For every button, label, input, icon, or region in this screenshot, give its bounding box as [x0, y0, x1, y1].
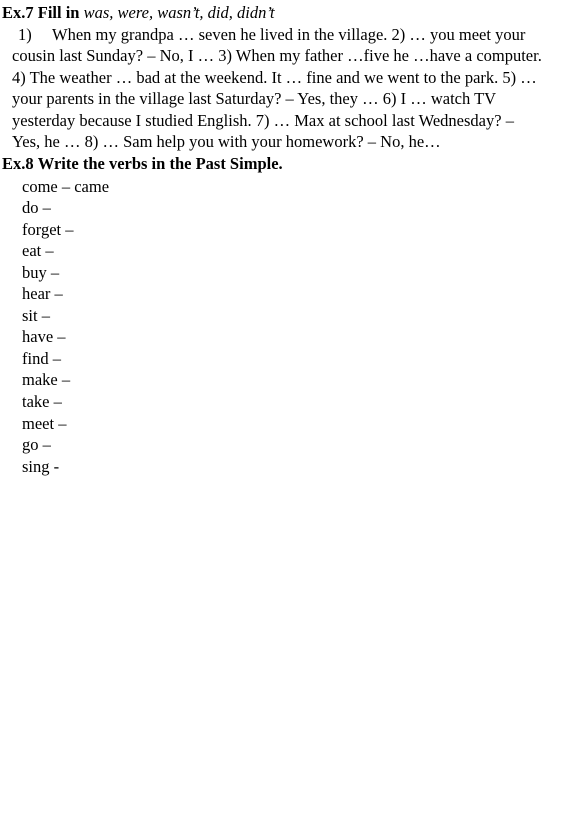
- exercise-7-line: 4) The weather … bad at the weekend. It … fine and we went to the park. 5) …: [12, 68, 537, 87]
- exercise-7-line: your parents in the village last Saturday? – Yes, they … 6) I … watch TV: [12, 89, 497, 108]
- exercise-7-line-text: When my grandpa … seven he lived in the village. 2) … you meet your: [52, 25, 526, 44]
- verb-item: hear –: [22, 284, 63, 303]
- verb-item: find –: [22, 349, 61, 368]
- exercise-8-heading: [2, 154, 283, 174]
- verb-item: have –: [22, 327, 66, 346]
- verb-item: take –: [22, 392, 62, 411]
- verb-item: sit –: [22, 306, 50, 325]
- exercise-7-line: cousin last Sunday? – No, I … 3) When my father …five he …have a computer.: [12, 46, 542, 65]
- exercise-7-item-number: 1): [18, 25, 32, 44]
- exercise-8-label: Ex.8: [2, 154, 34, 173]
- verb-item: come – came: [22, 177, 110, 196]
- verb-item: go –: [22, 435, 51, 454]
- exercise-7-line: Yes, he … 8) … Sam help you with your homework? – No, he…: [12, 132, 441, 151]
- exercise-7-word-bank: was, were, wasn’t, did, didn’t: [83, 3, 275, 22]
- exercise-7-line: yesterday because I studied English. 7) … Max at school last Wednesday? –: [12, 111, 514, 130]
- exercise-7-heading: [2, 3, 275, 23]
- exercise-7-label: Ex.7: [2, 3, 34, 22]
- verb-item: buy –: [22, 263, 60, 282]
- verb-item: forget –: [22, 220, 74, 239]
- verb-item: eat –: [22, 241, 54, 260]
- exercise-8-instruction: Write the verbs in the Past Simple.: [37, 154, 283, 173]
- exercise-7-instruction: Fill in: [37, 3, 80, 22]
- verb-item: sing -: [22, 457, 60, 476]
- exercise-7-line: [12, 25, 525, 45]
- verb-item: meet –: [22, 414, 67, 433]
- verb-item: do –: [22, 198, 51, 217]
- verb-item: make –: [22, 370, 71, 389]
